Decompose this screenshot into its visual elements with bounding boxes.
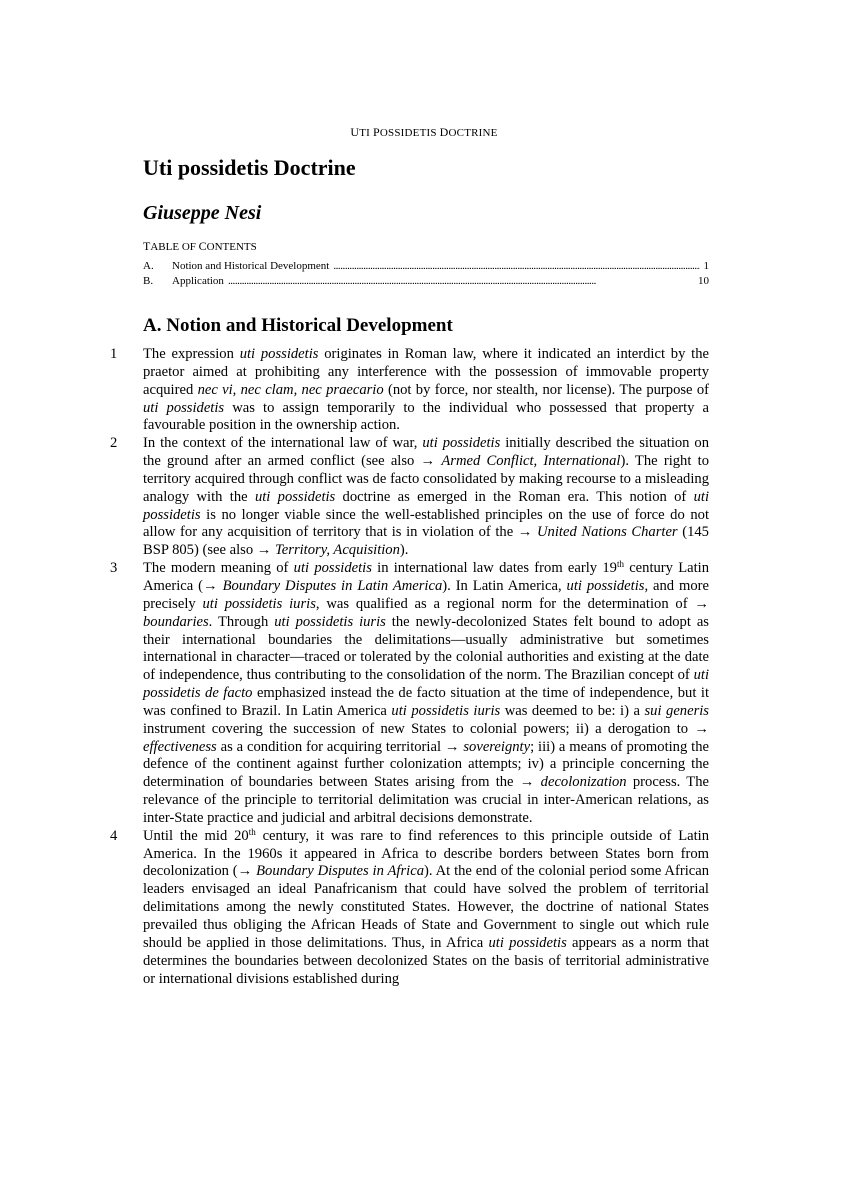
text-run: originates in Roman law, where it indicated an interdict by the praetor aimed at prohibiting any interference with the possession of immovable property acquired (143, 346, 710, 398)
text-run: ). (399, 542, 409, 559)
text-run: (not by force, nor stealth, nor license). The purpose of (383, 381, 710, 398)
cross-reference-link[interactable]: United Nations Charter (537, 524, 678, 541)
text-run: , was qualified as a regional norm for the determination of → (315, 595, 710, 612)
text-run: was to assign temporarily to the individual who possessed that property a favourable position in the ownership action. (143, 399, 710, 434)
toc-heading-initial: C (198, 239, 207, 253)
italic-term: uti possidetis iuris (202, 595, 316, 612)
table-of-contents (143, 259, 709, 289)
running-head (0, 125, 848, 140)
italic-term: sui generis (644, 702, 709, 719)
italic-term: uti possidetis iuris (391, 702, 501, 719)
text-run: was deemed to be: i) a (500, 702, 645, 719)
cross-reference-link[interactable]: boundaries (143, 613, 209, 630)
article-title: Uti possidetis Doctrine (143, 155, 356, 180)
toc-entry[interactable] (143, 274, 709, 289)
italic-term: uti possidetis (254, 488, 336, 505)
cross-reference-link[interactable]: decolonization (540, 774, 627, 791)
paragraph-1 (110, 346, 710, 435)
text-run: century, it was rare to find references to this principle outside of Latin America. In the 1960s it appeared in Africa to describe borders between States born from decolonization (→ (143, 827, 709, 880)
text-run: appears as a norm that determines the boundaries between decolonized States on the basis of territorial administrative or international divisions established during (143, 934, 709, 987)
article-body (110, 346, 710, 988)
paragraph-3 (110, 559, 710, 828)
running-head-initial: D (439, 125, 449, 139)
text-run: the newly-decolonized States felt bound to adopt as their international boundaries the delimitations—usually administrative but sometimes international in character—traced or tolerated by the colonial authorities and existing at the date of independence, thus contributing to the consolidation of the norm. The Brazilian concept of (143, 613, 709, 684)
toc-heading-smallcaps: ABLE OF (150, 241, 199, 253)
text-run: Until the mid 20 (143, 827, 249, 844)
section-heading: A. Notion and Historical Development (143, 315, 453, 336)
toc-leader-dots (333, 259, 699, 274)
paragraph-number: 3 (110, 560, 118, 577)
italic-term: uti possidetis (293, 560, 372, 577)
paragraph-number: 1 (110, 346, 118, 362)
running-head-initial: U (350, 125, 360, 139)
ordinal-superscript: th (248, 826, 256, 837)
paragraph-4 (110, 826, 709, 989)
cross-reference-link[interactable]: effectiveness (143, 738, 217, 755)
italic-term: uti possidetis (143, 399, 225, 416)
ordinal-superscript: th (616, 559, 624, 570)
text-run: (145 BSP 805) (see also → (143, 524, 709, 559)
toc-entry-page: 1 (703, 260, 709, 272)
text-run: initially described the situation on the ground after an armed conflict (see also → (143, 435, 710, 470)
running-head-smallcaps: OSSIDETIS (379, 127, 440, 139)
cross-reference-link[interactable]: Boundary Disputes in Latin America (222, 577, 443, 594)
cross-reference-link[interactable]: Armed Conflict, International (441, 453, 621, 470)
italic-term: uti possidetis (143, 488, 710, 523)
cross-reference-link[interactable]: Boundary Disputes in Africa (256, 863, 424, 880)
italic-term: nec vi, nec clam, nec praecario (197, 381, 384, 398)
running-head-smallcaps: TI (359, 127, 373, 139)
toc-entry[interactable] (143, 259, 709, 274)
toc-heading-initial: T (143, 239, 151, 253)
toc-leader-dots (228, 274, 694, 289)
text-run: ). In Latin America, (442, 577, 567, 594)
text-run: In the context of the international law of war, (143, 435, 423, 452)
italic-term: uti possidetis de facto (143, 667, 709, 702)
text-run: ). The right to territory acquired through conflict was de facto consolidated by making recourse to a misleading analogy with the (143, 453, 709, 505)
text-run: in international law dates from early 19 (371, 560, 617, 577)
running-head-initial: P (373, 125, 380, 139)
italic-term: uti possidetis (422, 435, 501, 452)
text-run: , and more precisely (143, 577, 709, 612)
italic-term: uti possidetis (488, 934, 567, 951)
italic-term: uti possidetis iuris (274, 613, 386, 630)
toc-entry-page: 10 (698, 275, 709, 287)
text-run: process. The relevance of the principle to territorial delimitation was crucial in inter-American relations, as inter-State practice and judicial and arbitral decisions demonstrate. (143, 774, 709, 826)
running-head-smallcaps: OCTRINE (448, 127, 498, 139)
toc-entry-label: Notion and Historical Development (172, 260, 330, 272)
italic-term: uti possidetis (566, 577, 645, 594)
toc-heading (143, 238, 257, 255)
toc-entry-letter: A. (143, 260, 154, 272)
text-run: . Through (208, 613, 275, 630)
paragraph-2 (110, 435, 710, 560)
text-run: ; iii) a means of promoting the defence of the continent against further colonization attempts; iv) a principle concerning the determination of boundaries between States arising from the → (143, 738, 709, 791)
text-run: doctrine as emerged in the Roman era. This notion of (335, 488, 694, 505)
toc-heading-smallcaps: ONTENTS (206, 241, 257, 253)
text-run: is no longer viable since the well-established principles on the use of force do not allow for any acquisition of territory that is in violation of the → (143, 506, 709, 541)
author-name: Giuseppe Nesi (143, 202, 262, 224)
toc-entry-label: Application (172, 275, 224, 287)
text-run: The modern meaning of (143, 560, 294, 577)
toc-entry-letter: B. (143, 275, 154, 287)
cross-reference-link[interactable]: sovereignty (463, 738, 531, 755)
text-run: The expression (143, 346, 240, 362)
text-run: ). At the end of the colonial period some African leaders envisaged an ideal Panafricanism that could have solved the problem of territorial delimitations among the newly constituted States. However, the doctrine of national States prevailed thus obliging the African Heads of State and Government to single out which rule should be applied in those delimitations. Thus, in Africa (143, 863, 709, 951)
paragraph-number: 2 (110, 435, 118, 452)
text-run: emphasized instead the de facto situation at the time of independence, but it was confined to Brazil. In Latin America (143, 685, 709, 719)
italic-term: uti possidetis (239, 346, 319, 362)
cross-reference-link[interactable]: Territory, Acquisition (275, 542, 400, 559)
text-run: century Latin America (→ (143, 560, 710, 594)
text-run: instrument covering the succession of new States to colonial powers; ii) a derogation to → (143, 720, 709, 737)
paragraph-number: 4 (110, 827, 118, 844)
text-run: as a condition for acquiring territorial → (216, 738, 464, 755)
